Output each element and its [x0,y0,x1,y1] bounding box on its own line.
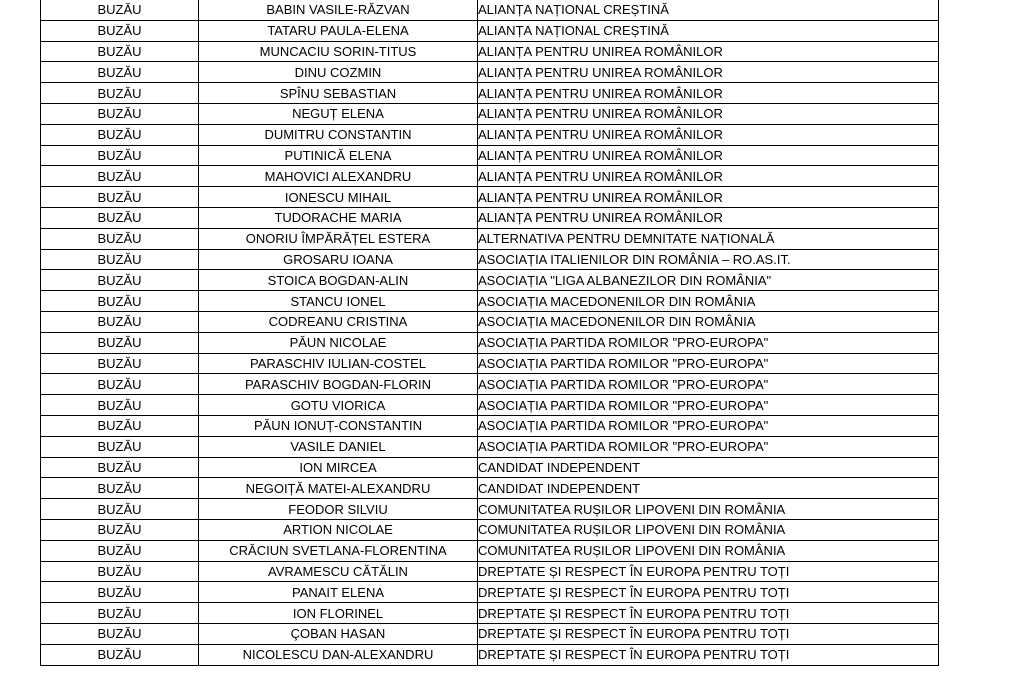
county-cell: BUZĂU [41,332,199,353]
candidate-name-cell: STOICA BOGDAN-ALIN [199,270,478,291]
party-cell: CANDIDAT INDEPENDENT [478,457,939,478]
party-cell: ALIANȚA PENTRU UNIREA ROMÂNILOR [478,62,939,83]
county-cell: BUZĂU [41,311,199,332]
table-row [41,145,939,166]
candidate-name-cell: PĂUN NICOLAE [199,332,478,353]
county-cell: BUZĂU [41,83,199,104]
candidate-name-cell: DUMITRU CONSTANTIN [199,124,478,145]
table-row [41,20,939,41]
party-cell: ALIANȚA PENTRU UNIREA ROMÂNILOR [478,103,939,124]
candidate-name-cell: PUTINICĂ ELENA [199,145,478,166]
county-cell: BUZĂU [41,145,199,166]
table-row [41,519,939,540]
county-cell: BUZĂU [41,499,199,520]
county-cell: BUZĂU [41,582,199,603]
party-cell: ALTERNATIVA PENTRU DEMNITATE NAȚIONALĂ [478,228,939,249]
table-row [41,623,939,644]
candidate-name-cell: ARTION NICOLAE [199,519,478,540]
table-row [41,270,939,291]
candidate-name-cell: CRĂCIUN SVETLANA-FLORENTINA [199,540,478,561]
party-cell: ALIANȚA PENTRU UNIREA ROMÂNILOR [478,187,939,208]
table-row [41,374,939,395]
table-row [41,124,939,145]
candidate-name-cell: GOTU VIORICA [199,395,478,416]
table-row [41,561,939,582]
party-cell: ASOCIAȚIA ITALIENILOR DIN ROMÂNIA – RO.AS.IT. [478,249,939,270]
county-cell: BUZĂU [41,436,199,457]
candidate-name-cell: PANAIT ELENA [199,582,478,603]
table-row [41,249,939,270]
table-row [41,187,939,208]
table-row [41,166,939,187]
county-cell: BUZĂU [41,249,199,270]
party-cell: ASOCIAȚIA PARTIDA ROMILOR "PRO-EUROPA" [478,353,939,374]
county-cell: BUZĂU [41,20,199,41]
candidate-name-cell: NEGOIȚĂ MATEI-ALEXANDRU [199,478,478,499]
candidate-name-cell: PĂUN IONUȚ-CONSTANTIN [199,415,478,436]
candidate-name-cell: DINU COZMIN [199,62,478,83]
candidate-name-cell: CODREANU CRISTINA [199,311,478,332]
table-row [41,332,939,353]
table-row [41,478,939,499]
candidate-name-cell: STANCU IONEL [199,291,478,312]
candidate-name-cell: ION FLORINEL [199,603,478,624]
table-row [41,291,939,312]
candidate-name-cell: IONESCU MIHAIL [199,187,478,208]
county-cell: BUZĂU [41,124,199,145]
candidate-name-cell: GROSARU IOANA [199,249,478,270]
county-cell: BUZĂU [41,207,199,228]
party-cell: ASOCIAȚIA PARTIDA ROMILOR "PRO-EUROPA" [478,436,939,457]
party-cell: ALIANȚA PENTRU UNIREA ROMÂNILOR [478,166,939,187]
candidate-name-cell: ONORIU ÎMPĂRĂȚEL ESTERA [199,228,478,249]
party-cell: ALIANȚA NAȚIONAL CREȘTINĂ [478,20,939,41]
party-cell: DREPTATE ȘI RESPECT ÎN EUROPA PENTRU TOȚI [478,582,939,603]
candidate-name-cell: NICOLESCU DAN-ALEXANDRU [199,644,478,665]
county-cell: BUZĂU [41,62,199,83]
table-row [41,0,939,20]
party-cell: ASOCIAȚIA PARTIDA ROMILOR "PRO-EUROPA" [478,374,939,395]
party-cell: ASOCIAȚIA PARTIDA ROMILOR "PRO-EUROPA" [478,395,939,416]
county-cell: BUZĂU [41,0,199,20]
candidate-name-cell: TATARU PAULA-ELENA [199,20,478,41]
party-cell: ASOCIAȚIA "LIGA ALBANEZILOR DIN ROMÂNIA" [478,270,939,291]
party-cell: DREPTATE ȘI RESPECT ÎN EUROPA PENTRU TOȚI [478,623,939,644]
table-row [41,83,939,104]
candidate-name-cell: NEGUȚ ELENA [199,103,478,124]
table-row [41,353,939,374]
county-cell: BUZĂU [41,519,199,540]
table-row [41,436,939,457]
table-row [41,644,939,665]
party-cell: ALIANȚA NAȚIONAL CREȘTINĂ [478,0,939,20]
table-row [41,540,939,561]
candidate-name-cell: PARASCHIV IULIAN-COSTEL [199,353,478,374]
county-cell: BUZĂU [41,561,199,582]
party-cell: ALIANȚA PENTRU UNIREA ROMÂNILOR [478,83,939,104]
table-row [41,582,939,603]
party-cell: ALIANȚA PENTRU UNIREA ROMÂNILOR [478,145,939,166]
party-cell: CANDIDAT INDEPENDENT [478,478,939,499]
candidate-name-cell: AVRAMESCU CĂTĂLIN [199,561,478,582]
county-cell: BUZĂU [41,166,199,187]
county-cell: BUZĂU [41,415,199,436]
county-cell: BUZĂU [41,41,199,62]
table-row [41,41,939,62]
candidate-name-cell: ÇOBAN HASAN [199,623,478,644]
party-cell: ALIANȚA PENTRU UNIREA ROMÂNILOR [478,207,939,228]
candidate-name-cell: PARASCHIV BOGDAN-FLORIN [199,374,478,395]
county-cell: BUZĂU [41,623,199,644]
candidate-name-cell: FEODOR SILVIU [199,499,478,520]
party-cell: ASOCIAȚIA PARTIDA ROMILOR "PRO-EUROPA" [478,415,939,436]
county-cell: BUZĂU [41,457,199,478]
table-row [41,457,939,478]
county-cell: BUZĂU [41,103,199,124]
table-row [41,311,939,332]
table-row [41,103,939,124]
county-cell: BUZĂU [41,291,199,312]
party-cell: COMUNITATEA RUȘILOR LIPOVENI DIN ROMÂNIA [478,499,939,520]
candidate-table-body [41,0,939,665]
table-row [41,603,939,624]
candidate-name-cell: MAHOVICI ALEXANDRU [199,166,478,187]
party-cell: ALIANȚA PENTRU UNIREA ROMÂNILOR [478,41,939,62]
party-cell: COMUNITATEA RUȘILOR LIPOVENI DIN ROMÂNIA [478,519,939,540]
party-cell: ASOCIAȚIA PARTIDA ROMILOR "PRO-EUROPA" [478,332,939,353]
county-cell: BUZĂU [41,395,199,416]
candidate-name-cell: SPÎNU SEBASTIAN [199,83,478,104]
county-cell: BUZĂU [41,374,199,395]
candidate-table [40,0,939,666]
party-cell: DREPTATE ȘI RESPECT ÎN EUROPA PENTRU TOȚI [478,644,939,665]
table-row [41,207,939,228]
candidate-name-cell: TUDORACHE MARIA [199,207,478,228]
table-row [41,62,939,83]
party-cell: COMUNITATEA RUȘILOR LIPOVENI DIN ROMÂNIA [478,540,939,561]
county-cell: BUZĂU [41,270,199,291]
county-cell: BUZĂU [41,644,199,665]
candidate-name-cell: BABIN VASILE-RĂZVAN [199,0,478,20]
county-cell: BUZĂU [41,478,199,499]
county-cell: BUZĂU [41,228,199,249]
party-cell: ALIANȚA PENTRU UNIREA ROMÂNILOR [478,124,939,145]
county-cell: BUZĂU [41,187,199,208]
candidate-table-sheet [40,0,937,666]
candidate-name-cell: MUNCACIU SORIN-TITUS [199,41,478,62]
table-row [41,395,939,416]
party-cell: DREPTATE ȘI RESPECT ÎN EUROPA PENTRU TOȚI [478,561,939,582]
candidate-name-cell: ION MIRCEA [199,457,478,478]
party-cell: ASOCIAȚIA MACEDONENILOR DIN ROMÂNIA [478,291,939,312]
party-cell: DREPTATE ȘI RESPECT ÎN EUROPA PENTRU TOȚI [478,603,939,624]
table-row [41,499,939,520]
county-cell: BUZĂU [41,353,199,374]
candidate-name-cell: VASILE DANIEL [199,436,478,457]
party-cell: ASOCIAȚIA MACEDONENILOR DIN ROMÂNIA [478,311,939,332]
table-row [41,415,939,436]
county-cell: BUZĂU [41,540,199,561]
table-row [41,228,939,249]
county-cell: BUZĂU [41,603,199,624]
